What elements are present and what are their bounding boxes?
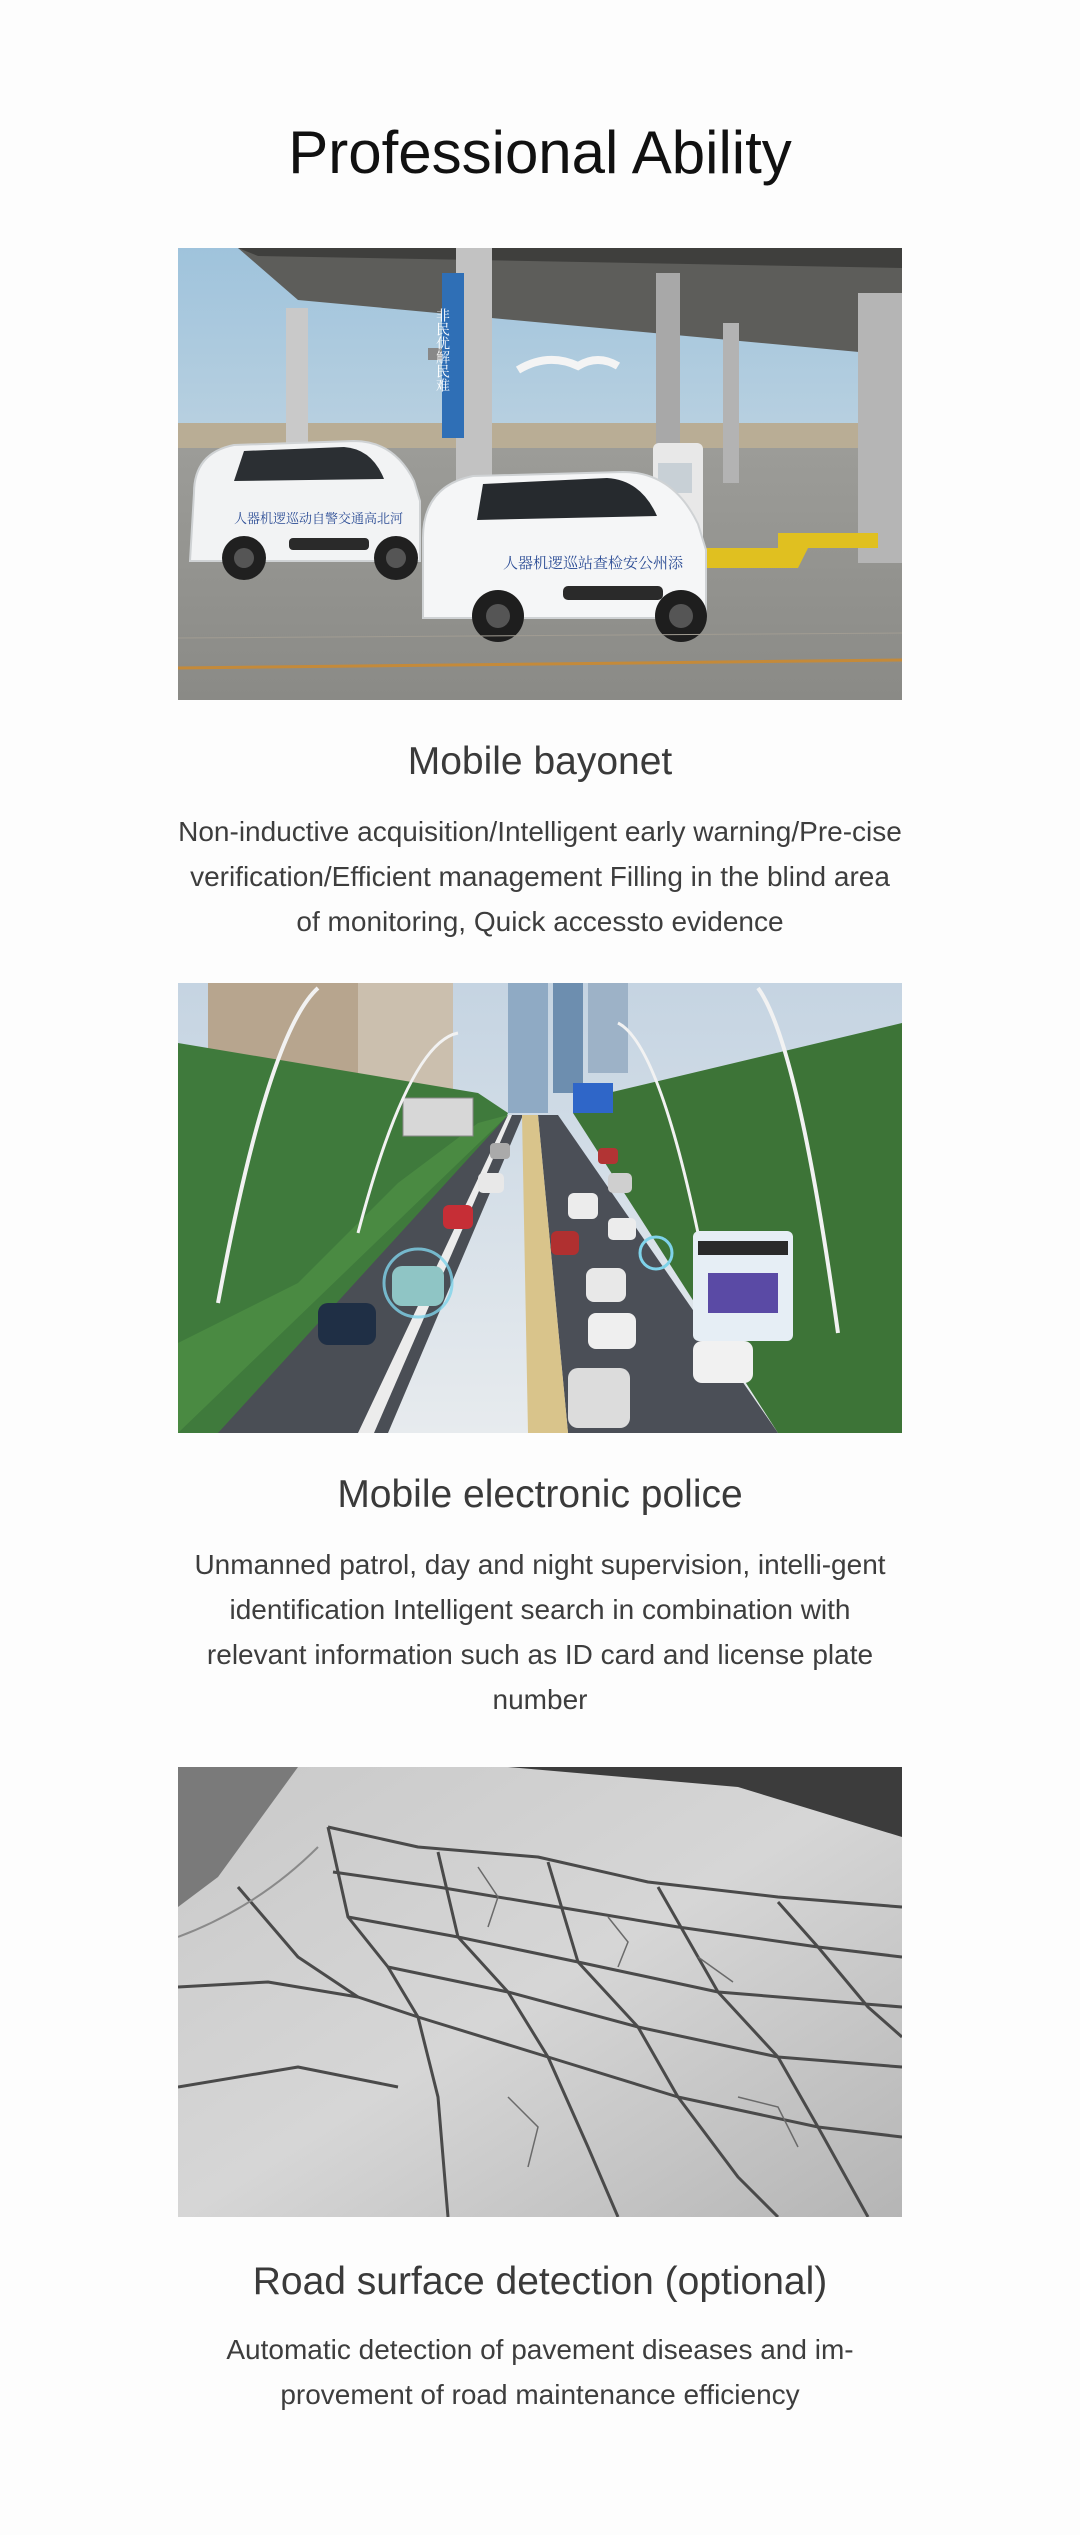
page-title: Professional Ability: [288, 119, 792, 186]
section-desc-mobile-bayonet: Non-inductive acquisition/Intelligent early warning/Pre-cise verification/Efficient management Filling in the blind area of monitoring, Quick accessto evidence: [178, 816, 902, 937]
section-title-mobile-bayonet: Mobile bayonet: [407, 740, 673, 783]
section-desc-electronic-police: Unmanned patrol, day and night supervision, intelli-gent identification Intelligent search in combination with relevant information such as ID card and license plate number: [194, 1549, 886, 1715]
section-title-electronic-police: Mobile electronic police: [337, 1473, 743, 1516]
banner-text: 非民优解民难: [434, 308, 450, 392]
road-surface-image: [178, 1767, 902, 2217]
section-title-road-surface: Road surface detection (optional): [252, 2260, 828, 2303]
section-desc-road-surface: Automatic detection of pavement diseases and im-provement of road maintenance efficiency: [226, 2334, 854, 2410]
car-left-text: 人器机逻巡动自警交通高北河: [234, 512, 404, 527]
car-right-text: 人器机逻巡站查检安公州添: [503, 554, 684, 572]
electronic-police-image: [178, 983, 902, 1433]
mobile-bayonet-image: [178, 248, 902, 700]
